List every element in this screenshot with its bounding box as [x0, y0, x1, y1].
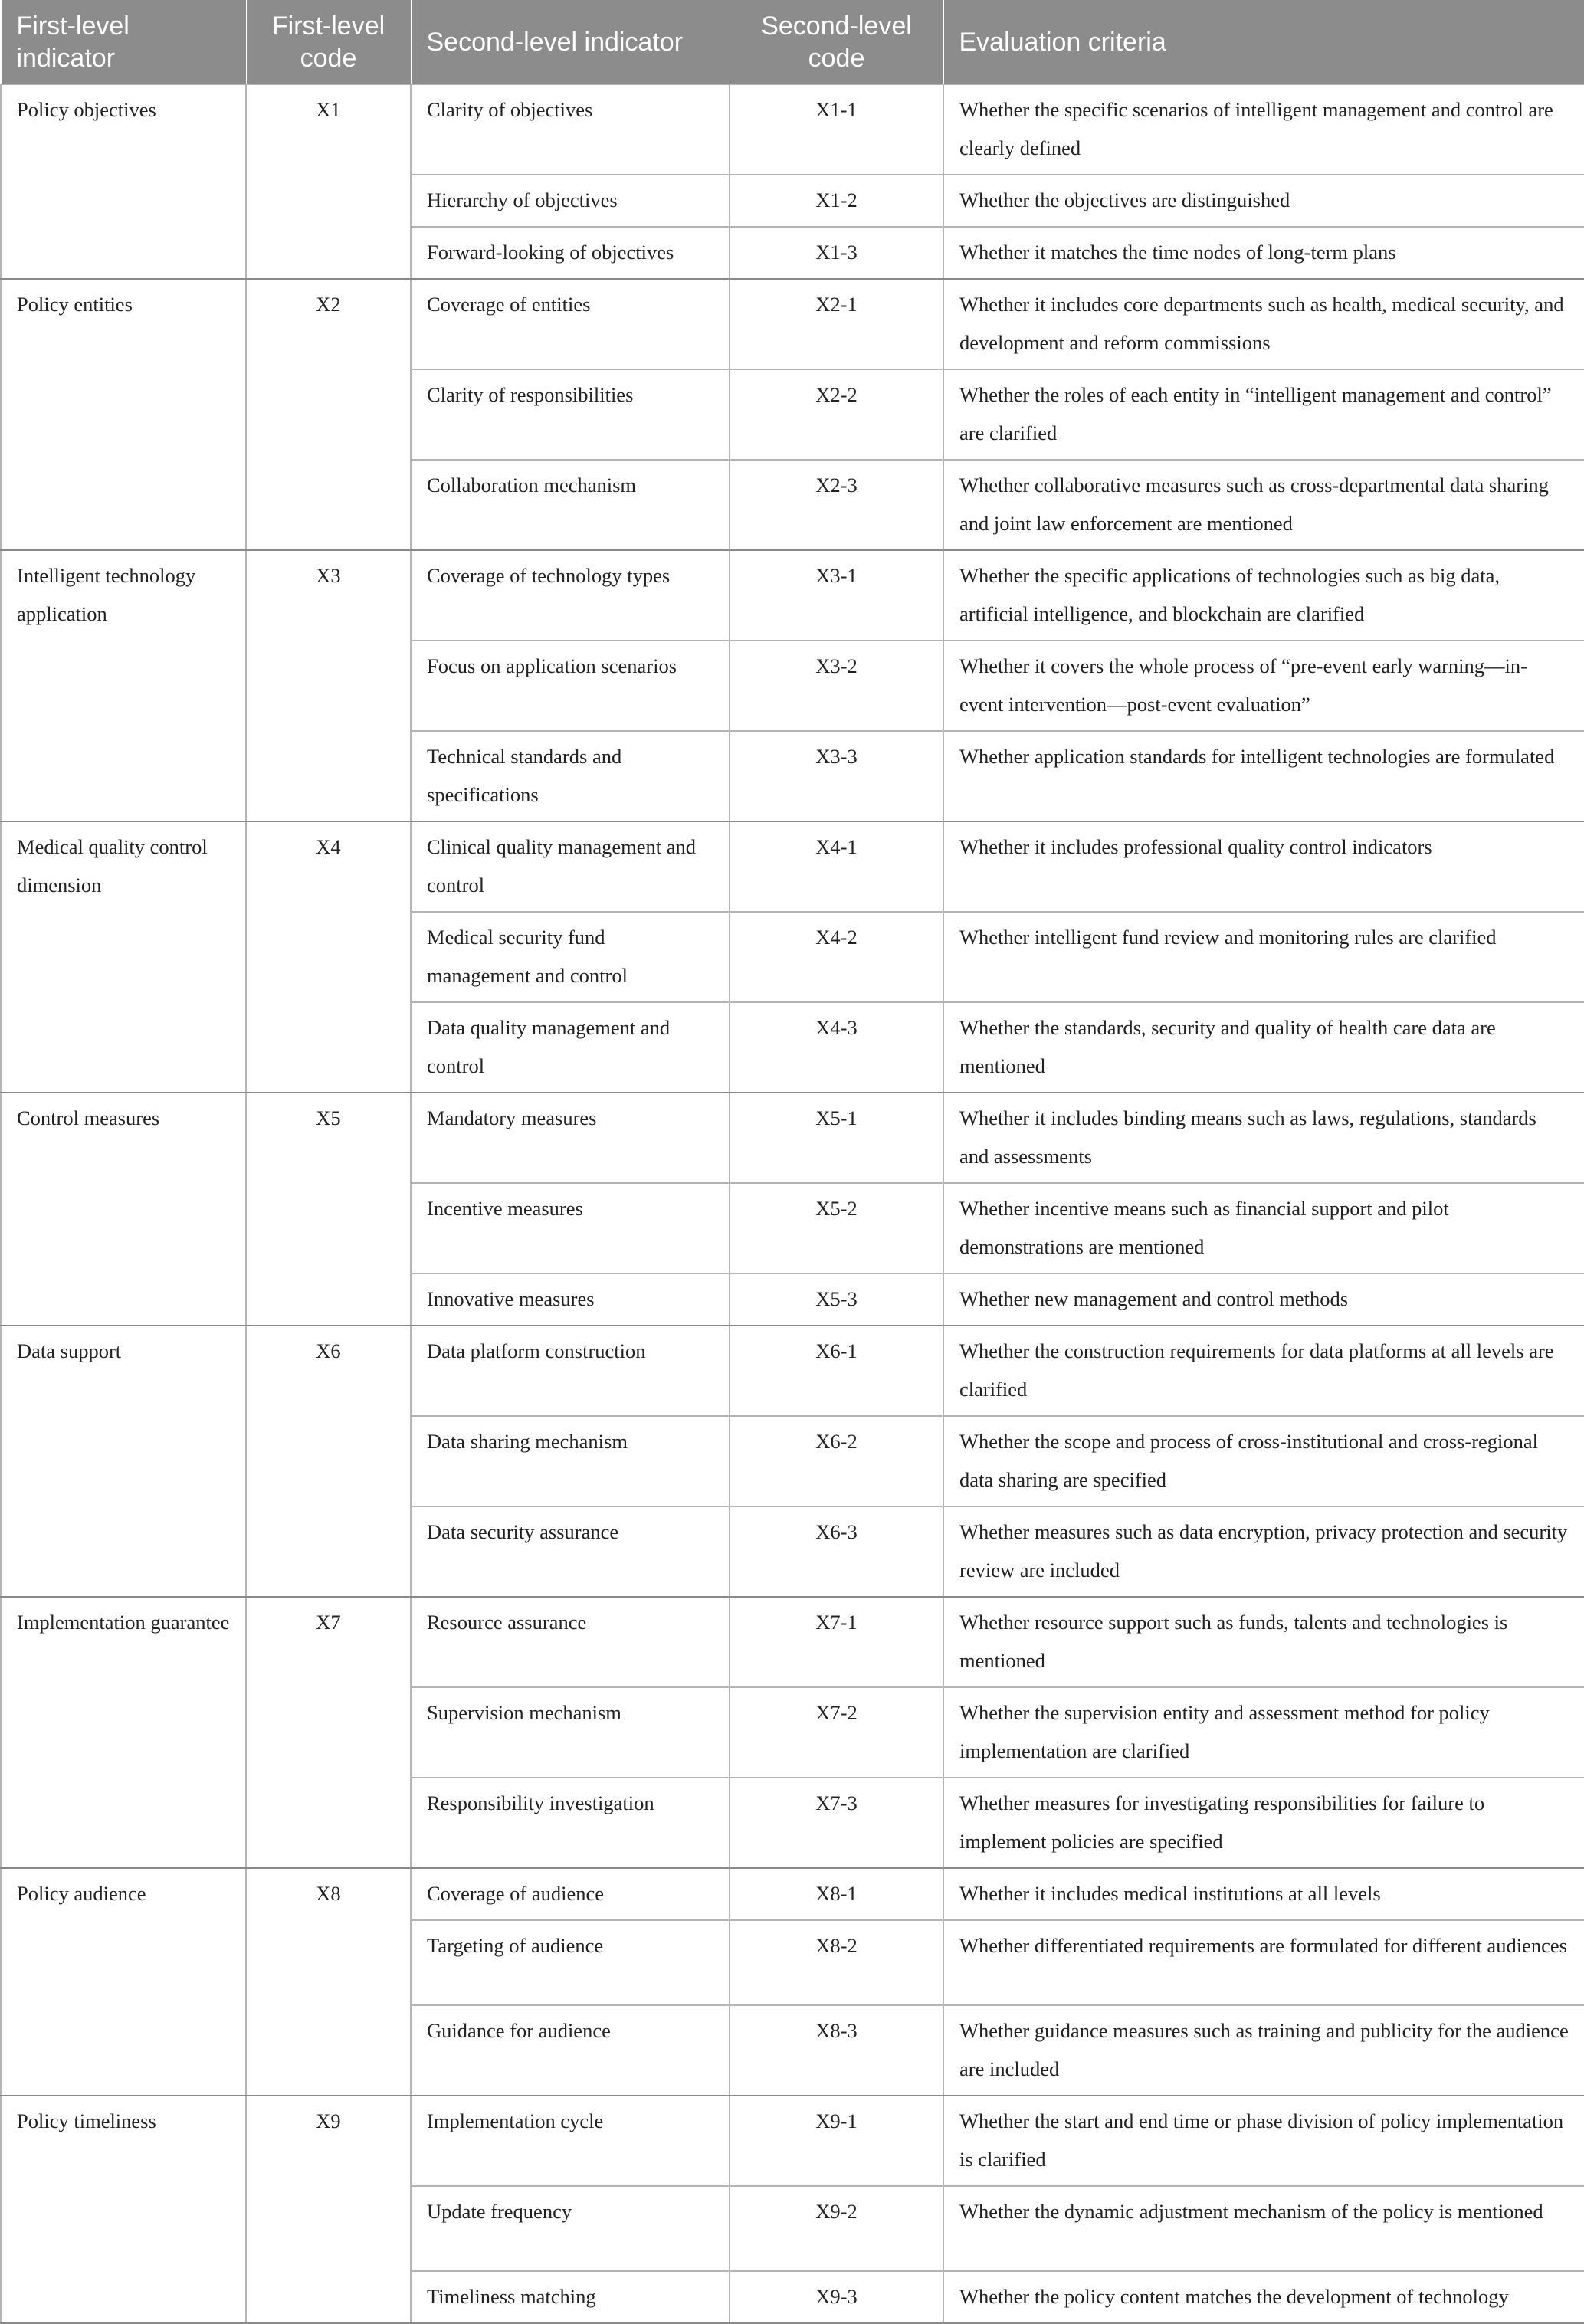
table-row: [1, 2096, 1584, 2186]
table-row: [1, 1597, 1584, 1687]
second-level-indicator: Clinical quality management and control: [411, 821, 730, 912]
second-level-code: X9-3: [730, 2271, 943, 2323]
evaluation-criteria: Whether the roles of each entity in “intelligent management and control” are clarified: [943, 369, 1584, 460]
evaluation-criteria: Whether measures for investigating responsibilities for failure to implement policies are specified: [943, 1778, 1584, 1868]
first-level-code: X9: [246, 2096, 411, 2323]
evaluation-criteria: Whether it includes core departments such as health, medical security, and development and reform commissions: [943, 279, 1584, 369]
second-level-indicator: Collaboration mechanism: [411, 460, 730, 550]
first-level-indicator: Policy objectives: [1, 84, 246, 279]
evaluation-criteria: Whether it includes professional quality control indicators: [943, 821, 1584, 912]
first-level-indicator: Policy timeliness: [1, 2096, 246, 2323]
second-level-indicator: Clarity of responsibilities: [411, 369, 730, 460]
evaluation-criteria: Whether the dynamic adjustment mechanism of the policy is mentioned: [943, 2186, 1584, 2271]
evaluation-criteria: Whether the policy content matches the development of technology: [943, 2271, 1584, 2323]
table-body: [1, 84, 1584, 2323]
second-level-indicator: Coverage of entities: [411, 279, 730, 369]
second-level-indicator: Coverage of technology types: [411, 550, 730, 641]
second-level-indicator: Focus on application scenarios: [411, 641, 730, 731]
second-level-indicator: Forward-looking of objectives: [411, 227, 730, 279]
first-level-indicator: Intelligent technology application: [1, 550, 246, 821]
header-first-level-indicator: First-level indicator: [1, 0, 246, 84]
table-row: [1, 1093, 1584, 1183]
second-level-indicator: Data platform construction: [411, 1326, 730, 1416]
evaluation-criteria: Whether measures such as data encryption, privacy protection and security review are included: [943, 1506, 1584, 1597]
header-first-level-code: First-level code: [246, 0, 411, 84]
first-level-code: X6: [246, 1326, 411, 1597]
second-level-code: X4-3: [730, 1002, 943, 1093]
second-level-indicator: Technical standards and specifications: [411, 731, 730, 821]
second-level-code: X8-2: [730, 1920, 943, 2005]
second-level-indicator: Guidance for audience: [411, 2005, 730, 2096]
evaluation-criteria: Whether it includes medical institutions at all levels: [943, 1868, 1584, 1920]
second-level-indicator: Data security assurance: [411, 1506, 730, 1597]
first-level-code: X5: [246, 1093, 411, 1326]
second-level-code: X5-2: [730, 1183, 943, 1273]
second-level-code: X6-2: [730, 1416, 943, 1506]
first-level-code: X2: [246, 279, 411, 550]
second-level-code: X4-1: [730, 821, 943, 912]
second-level-code: X9-1: [730, 2096, 943, 2186]
evaluation-criteria: Whether the scope and process of cross-institutional and cross-regional data sharing are specified: [943, 1416, 1584, 1506]
evaluation-criteria: Whether the construction requirements for data platforms at all levels are clarified: [943, 1326, 1584, 1416]
second-level-code: X1-2: [730, 175, 943, 227]
second-level-indicator: Timeliness matching: [411, 2271, 730, 2323]
evaluation-criteria: Whether it includes binding means such as laws, regulations, standards and assessments: [943, 1093, 1584, 1183]
second-level-code: X1-3: [730, 227, 943, 279]
second-level-indicator: Clarity of objectives: [411, 84, 730, 175]
second-level-indicator: Coverage of audience: [411, 1868, 730, 1920]
evaluation-criteria: Whether the specific applications of technologies such as big data, artificial intelligence, and blockchain are clarified: [943, 550, 1584, 641]
table-row: [1, 279, 1584, 369]
first-level-indicator: Medical quality control dimension: [1, 821, 246, 1093]
evaluation-criteria: Whether it matches the time nodes of long-term plans: [943, 227, 1584, 279]
second-level-code: X8-1: [730, 1868, 943, 1920]
header-evaluation-criteria: Evaluation criteria: [943, 0, 1584, 84]
second-level-indicator: Responsibility investigation: [411, 1778, 730, 1868]
evaluation-criteria: Whether application standards for intelligent technologies are formulated: [943, 731, 1584, 821]
first-level-indicator: Control measures: [1, 1093, 246, 1326]
evaluation-criteria: Whether the specific scenarios of intelligent management and control are clearly defined: [943, 84, 1584, 175]
first-level-code: X3: [246, 550, 411, 821]
second-level-code: X3-2: [730, 641, 943, 731]
second-level-indicator: Hierarchy of objectives: [411, 175, 730, 227]
second-level-indicator: Data quality management and control: [411, 1002, 730, 1093]
second-level-code: X2-1: [730, 279, 943, 369]
table-row: [1, 1868, 1584, 1920]
evaluation-criteria: Whether it covers the whole process of “pre-event early warning—in-event intervention—post-event evaluation”: [943, 641, 1584, 731]
evaluation-criteria: Whether the standards, security and quality of health care data are mentioned: [943, 1002, 1584, 1093]
second-level-code: X6-3: [730, 1506, 943, 1597]
first-level-code: X7: [246, 1597, 411, 1868]
second-level-code: X1-1: [730, 84, 943, 175]
first-level-code: X4: [246, 821, 411, 1093]
second-level-indicator: Data sharing mechanism: [411, 1416, 730, 1506]
evaluation-criteria: Whether the start and end time or phase division of policy implementation is clarified: [943, 2096, 1584, 2186]
second-level-indicator: Innovative measures: [411, 1273, 730, 1326]
first-level-indicator: Implementation guarantee: [1, 1597, 246, 1868]
evaluation-criteria: Whether new management and control methods: [943, 1273, 1584, 1326]
second-level-indicator: Resource assurance: [411, 1597, 730, 1687]
evaluation-criteria: Whether intelligent fund review and monitoring rules are clarified: [943, 912, 1584, 1002]
second-level-indicator: Implementation cycle: [411, 2096, 730, 2186]
second-level-indicator: Mandatory measures: [411, 1093, 730, 1183]
header-row: [1, 0, 1584, 84]
second-level-code: X7-2: [730, 1687, 943, 1778]
second-level-indicator: Medical security fund management and control: [411, 912, 730, 1002]
second-level-code: X9-2: [730, 2186, 943, 2271]
evaluation-criteria: Whether collaborative measures such as cross-departmental data sharing and joint law enforcement are mentioned: [943, 460, 1584, 550]
first-level-code: X1: [246, 84, 411, 279]
first-level-indicator: Policy entities: [1, 279, 246, 550]
evaluation-criteria: Whether the objectives are distinguished: [943, 175, 1584, 227]
second-level-code: X8-3: [730, 2005, 943, 2096]
first-level-indicator: Data support: [1, 1326, 246, 1597]
second-level-indicator: Incentive measures: [411, 1183, 730, 1273]
first-level-code: X8: [246, 1868, 411, 2096]
second-level-code: X2-2: [730, 369, 943, 460]
table-row: [1, 821, 1584, 912]
second-level-code: X3-3: [730, 731, 943, 821]
first-level-indicator: Policy audience: [1, 1868, 246, 2096]
second-level-indicator: Targeting of audience: [411, 1920, 730, 2005]
evaluation-criteria: Whether differentiated requirements are formulated for different audiences: [943, 1920, 1584, 2005]
second-level-code: X5-1: [730, 1093, 943, 1183]
table-row: [1, 84, 1584, 175]
second-level-code: X6-1: [730, 1326, 943, 1416]
evaluation-criteria: Whether guidance measures such as training and publicity for the audience are included: [943, 2005, 1584, 2096]
evaluation-criteria: Whether resource support such as funds, talents and technologies is mentioned: [943, 1597, 1584, 1687]
second-level-code: X7-1: [730, 1597, 943, 1687]
header-second-level-indicator: Second-level indicator: [411, 0, 730, 84]
second-level-indicator: Update frequency: [411, 2186, 730, 2271]
second-level-code: X2-3: [730, 460, 943, 550]
evaluation-criteria: Whether incentive means such as financial support and pilot demonstrations are mentioned: [943, 1183, 1584, 1273]
table-row: [1, 550, 1584, 641]
header-second-level-code: Second-level code: [730, 0, 943, 84]
second-level-indicator: Supervision mechanism: [411, 1687, 730, 1778]
second-level-code: X4-2: [730, 912, 943, 1002]
evaluation-criteria: Whether the supervision entity and assessment method for policy implementation are clarified: [943, 1687, 1584, 1778]
second-level-code: X3-1: [730, 550, 943, 641]
second-level-code: X5-3: [730, 1273, 943, 1326]
table-row: [1, 1326, 1584, 1416]
second-level-code: X7-3: [730, 1778, 943, 1868]
